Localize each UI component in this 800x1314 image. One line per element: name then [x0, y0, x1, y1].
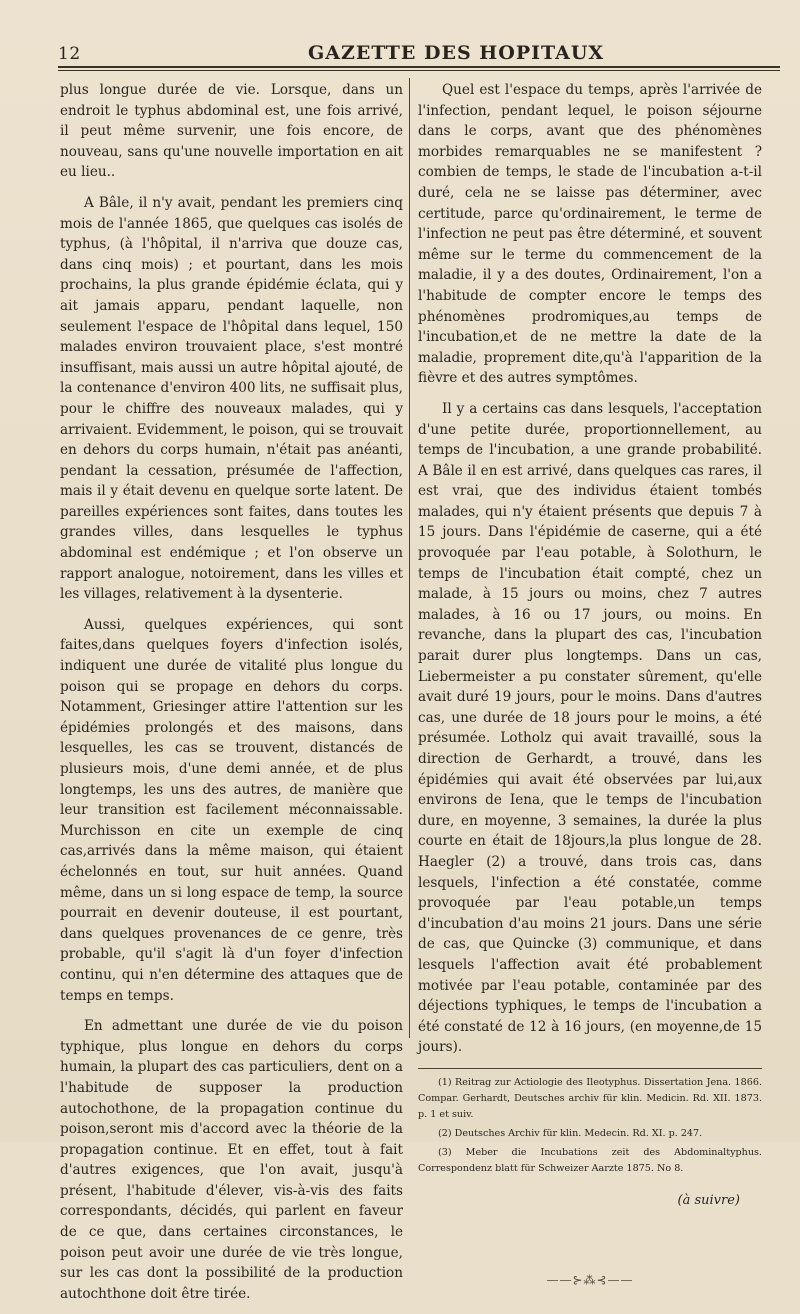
left-paragraph-1: plus longue durée de vie. Lorsque, dans un endroit le typhus abdominal est, une fois arrivé, il peut même survenir, une fois encore, de nouveau, sans qu'une nouvelle importation en ait eu lieu..: [60, 82, 403, 181]
header-rule-thick: [58, 66, 780, 68]
page-number: 12: [58, 44, 81, 64]
column-divider: [409, 78, 410, 1038]
footnote-1: (1) Reitrag zur Actiologie des Ileotyphus. Dissertation Jena. 1866. Compar. Gerhardt, Deutsches archiv für klin. Medicin. Rd. XII. 1873. p. 1 et suiv.: [418, 1076, 762, 1120]
left-paragraph-3: Aussi, quelques expériences, qui sont faites,dans quelques foyers d'infection isolés, indiquent une durée de vitalité plus longue du poison qui se propage en dehors du corps. Notamment, Griesinger attire l'attention sur les épidémies prolongés et des maisons, dans lesquelles, les cas se trouvent, distancés de plusieurs mois, d'une demi année, et de plus longtemps, les uns des autres, de manière que leur transition est facilement méconnaissable. Murchisson en cite un exemple de cinq cas,arrivés dans la même maison, qui étaient échelonnés en tout, sur huit années. Quand même, dans un si long espace de temp, la source pourrait en devenir douteuse, il est pourtant, dans quelques provenances de ce genre, très probable, qu'il s'agit là d'un foyer d'infection continu, qui n'en détermine des attaques que de temps en temps.: [60, 616, 403, 1004]
page-header: [58, 38, 778, 68]
footnote-rule: [418, 1068, 762, 1069]
to-be-continued: (à suivre): [677, 1192, 740, 1208]
masthead-title: GAZETTE DES HOPITAUX: [308, 42, 605, 64]
footnote-2: (2) Deutsches Archiv für klin. Medecin. Rd. XI. p. 247.: [438, 1127, 703, 1139]
header-rule-thin: [58, 70, 780, 71]
footnote-3: (3) Meber die Incubations zeit des Abdominaltyphus. Correspondenz blatt für Schweizer Aarzte 1875. No 8.: [418, 1146, 762, 1174]
left-column: [60, 80, 403, 1314]
right-paragraph-2: Il y a certains cas dans lesquels, l'acceptation d'une petite durée, proportionnellement, au temps de l'incubation, a une grande probabilité. A Bâle il en est arrivé, dans quelques cas rares, il est vrai, que des individus étaient tombés malades, qui n'y étaient présents que depuis 7 à 15 jours. Dans l'épidémie de caserne, qui a été provoquée par l'eau potable, à Solothurn, le temps de l'incubation était compté, chez un malade, à 15 jours ou moins, chez 7 autres malades, à 16 ou 17 jours, ou moins. En revanche, dans la plupart des cas, l'incubation parait durer plus longtemps. Dans un cas, Liebermeister a pu constater sûrement, qu'elle avait duré 19 jours, pour le moins. Dans d'autres cas, une durée de 18 jours pour le moins, a été présumée. Lotholz qui avait travaillé, sous la direction de Gerhardt, a trouvé, dans les épidémies qui avait été observées par lui,aux environs de Iena, que le temps de l'incubation dure, en moyenne, 3 semaines, la durée la plus courte en était de 18jours,la plus longue de 28. Haegler (2) a trouvé, dans trois cas, dans lesquels, l'infection a été constatée, comme provoquée par l'eau potable,un temps d'incubation d'au moins 21 jours. Dans une série de cas, que Quincke (3) communique, et dans lesquels l'affection avait été probablement motivée par l'eau potable, contaminée par des déjections typhiques, le temps de l'incubation a été constaté de 12 à 16 jours, (en moyenne,de 15 jours).: [418, 400, 762, 1056]
left-paragraph-2: A Bâle, il n'y avait, pendant les premiers cinq mois de l'année 1865, que quelques cas isolés de typhus, (à l'hôpital, il n'arriva que douze cas, dans cinq mois) ; et pourtant, dans les mois prochains, la plus grande épidémie éclata, qui y ait jamais apparu, pendant laquelle, non seulement l'espace de l'hôpital dans lequel, 150 malades environ trouvaient place, s'est montré insuffisant, mais aussi un autre hôpital ajouté, de la contenance d'environ 400 lits, ne suffisait plus, pour le chiffre des nouveaux malades, qui y arrivaient. Evidemment, le poison, qui se trouvait en dehors du corps humain, n'était pas anéanti, pendant la cessation, présumée de l'affection, mais il y était devenu en quelque sorte latent. De pareilles expériences sont faites, dans toutes les grandes villes, dans lesquelles le typhus abdominal est endémique ; et l'on observe un rapport analogue, notoirement, dans les villes et les villages, relativement à la dysenterie.: [60, 194, 403, 603]
right-paragraph-1: Quel est l'espace du temps, après l'arrivée de l'infection, pendant lequel, le poison séjourne dans le corps, avant que des phénomènes morbides remarquables ne se manifestent ? combien de temps, le stade de l'incubation a-t-il duré, cela ne se laisse pas déterminer, avec certitude, parce qu'ordinairement, le terme de l'infection ne peut pas être déterminé, et souvent même sur le terme du commencement de la maladie, il y a des doutes, Ordinairement, l'on a l'habitude de compter encore le temps des phénomènes prodromiques,au temps de l'incubation,et de ne mettre la date de la maladie, proprement dite,qu'à l'apparition de la fièvre et des autres symptômes.: [418, 82, 762, 387]
end-ornament: ——⊱⁂⊰——: [546, 1272, 634, 1287]
right-column: [418, 80, 762, 1290]
left-paragraph-4: En admettant une durée de vie du poison typhique, plus longue en dehors du corps humain, la plupart des cas particuliers, dent on a l'habitude de supposer la production autochothone, de la propagation continue du poison,seront mis d'accord avec la théorie de la propagation continue. Et en effet, tout à fait d'autres exigences, que l'on avait, jusqu'à présent, l'habitude d'élever, vis-à-vis des faits correspondants, décidés, qui parlent en faveur de ce que, dans certaines circonstances, le poison peut avoir une durée de vie très longue, sur les cas dont la possibilité de la production autochthone doit être tirée.: [60, 1018, 403, 1302]
